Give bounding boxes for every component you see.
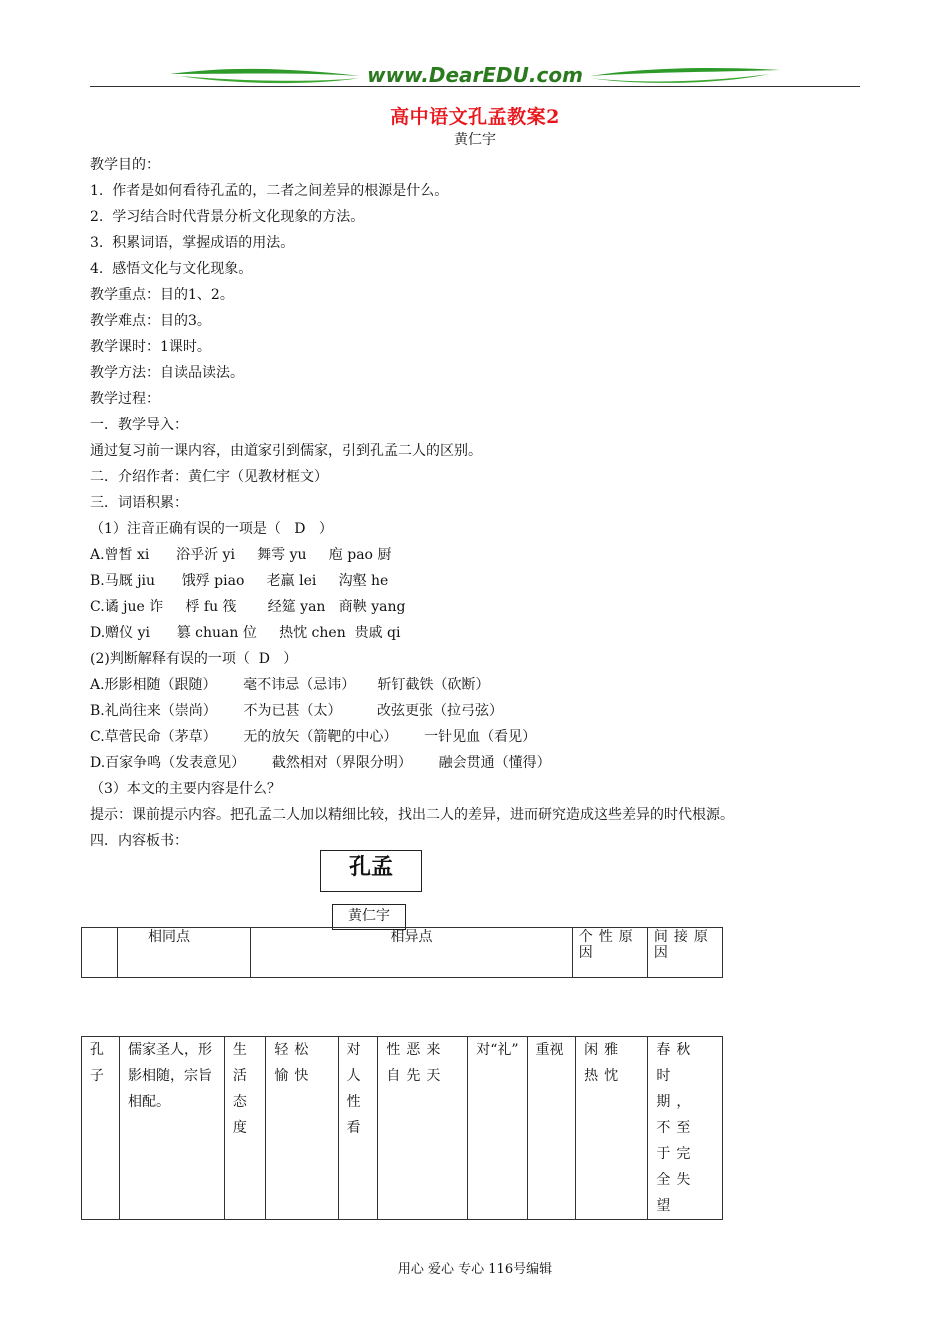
logo-right-swoosh [590,68,780,76]
site-logo [170,62,780,88]
text-line: 通过复习前一课内容，由道家引到儒家，引到孔孟二人的区别。 [90,443,482,459]
text-line: A.形影相随（跟随） 毫不讳忌（忌讳） 斩钉截铁（砍断） [90,677,490,693]
table-cell: 闲雅热忱 [576,1037,648,1220]
logo-text: www.DearEDU.com [367,63,583,87]
text-line: A.曾皙 xi 浴乎沂 yi 舞雩 yu 庖 pao 厨 [90,547,392,563]
comparison-header-table [81,927,723,978]
logo-left-swoosh [170,69,360,76]
table-row [82,928,723,978]
text-line: 教学过程： [90,391,160,407]
text-line: （1）注音正确有误的一项是（ D ） [90,521,333,537]
table-cell [82,928,118,978]
table-cell: 相异点 [251,928,573,978]
lesson-body [90,152,870,854]
board-author-box: 黄仁宇 [332,904,406,930]
table-row [82,1037,723,1220]
text-line: 四．内容板书： [90,833,188,849]
text-line: 三．词语积累： [90,495,188,511]
table-cell: 性恶来自先天 [378,1037,468,1220]
text-line: （3）本文的主要内容是什么？ [90,781,281,797]
table-cell: 对“礼” [468,1037,527,1220]
table-cell: 孔子 [82,1037,120,1220]
text-line: 教学课时：1课时。 [90,339,211,355]
table-cell: 对人性看 [338,1037,378,1220]
text-line: B.马厩 jiu 饿殍 piao 老羸 lei 沟壑 he [90,573,389,589]
text-line: 教学目的： [90,157,160,173]
text-line: C.谲 jue 诈 桴 fu 筏 经筵 yan 商鞅 yang [90,599,406,615]
text-line: B.礼尚往来（崇尚） 不为已甚（太） 改弦更张（拉弓弦） [90,703,504,719]
text-line: 4. 感悟文化与文化现象。 [90,261,253,277]
text-line: 一．教学导入： [90,417,188,433]
table-cell: 个性原因 [572,928,647,978]
table-cell: 儒家圣人，形影相随，宗旨相配。 [120,1037,225,1220]
comparison-table [81,1036,723,1220]
text-line: (2)判断解释有误的一项（ D ） [90,651,298,667]
table-cell: 春秋时期，不至于完全失望 [648,1037,723,1220]
text-line: D.赠仪 yi 篡 chuan 位 热忱 chen 贵戚 qi [90,625,401,641]
text-line: C.草菅民命（茅草） 无的放矢（箭靶的中心） 一针见血（看见） [90,729,537,745]
text-line: 1. 作者是如何看待孔孟的，二者之间差异的根源是什么。 [90,183,449,199]
table-cell: 重视 [527,1037,576,1220]
page-footer: 用心 爱心 专心 116号编辑 [397,1262,553,1277]
text-line: 教学重点：目的1、2。 [90,287,234,303]
table-cell: 生活态度 [224,1037,266,1220]
text-line: 教学难点：目的3。 [90,313,211,329]
text-line: 3. 积累词语，掌握成语的用法。 [90,235,295,251]
page-title: 高中语文孔孟教案2 [390,106,560,128]
author-name: 黄仁宇 [454,132,496,148]
text-line: 教学方法：自读品读法。 [90,365,244,381]
text-line: 二．介绍作者：黄仁宇（见教材框文） [90,469,328,485]
text-line: 2. 学习结合时代背景分析文化现象的方法。 [90,209,365,225]
text-line: 提示：课前提示内容。把孔孟二人加以精细比较，找出二人的差异，进而研究造成这些差异的时代根源。 [90,807,734,823]
header-rule [90,86,860,87]
table-cell: 间接原因 [647,928,722,978]
table-cell: 轻松愉快 [266,1037,338,1220]
board-title-box: 孔孟 [320,850,422,892]
text-line: D.百家争鸣（发表意见） 截然相对（界限分明） 融会贯通（懂得） [90,755,551,771]
table-cell: 相同点 [117,928,250,978]
